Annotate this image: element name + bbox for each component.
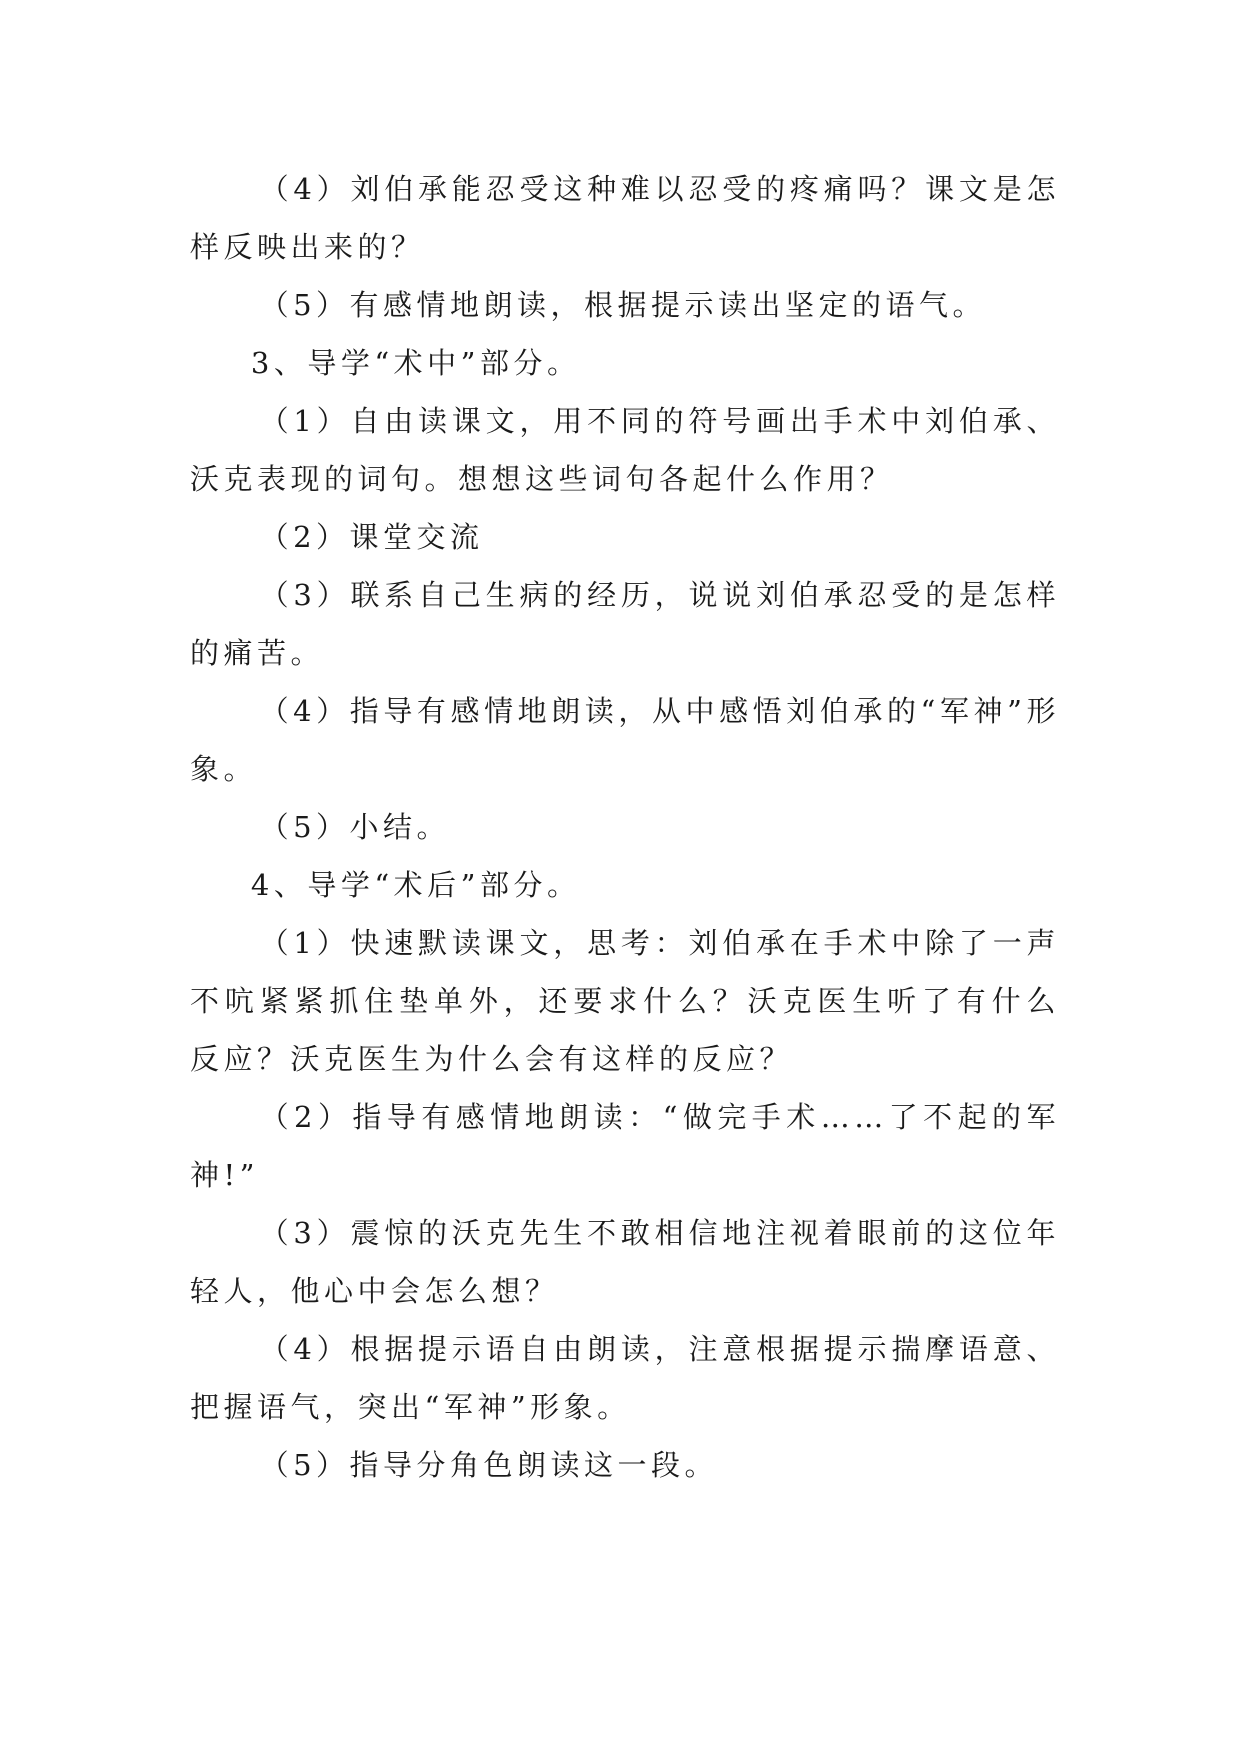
paragraph-step-2-4: （4）刘伯承能忍受这种难以忍受的疼痛吗？课文是怎样反映出来的？ bbox=[190, 172, 1060, 264]
paragraph-step-3-3: （3）联系自己生病的经历，说说刘伯承忍受的是怎样的痛苦。 bbox=[190, 578, 1060, 670]
section-heading-3: 3、导学“术中”部分。 bbox=[250, 346, 581, 380]
paragraph-step-3-2: （2）课堂交流 bbox=[259, 520, 484, 554]
paragraph-step-4-1: （1）快速默读课文，思考：刘伯承在手术中除了一声不吭紧紧抓住垫单外，还要求什么？沃克医生听了有什么反应？沃克医生为什么会有这样的反应？ bbox=[190, 926, 1060, 1076]
paragraph-step-4-5: （5）指导分角色朗读这一段。 bbox=[259, 1448, 719, 1482]
paragraph-step-4-2: （2）指导有感情地朗读：“做完手术……了不起的军神!” bbox=[190, 1100, 1060, 1192]
paragraph-step-4-4: （4）根据提示语自由朗读，注意根据提示揣摩语意、把握语气，突出“军神”形象。 bbox=[190, 1332, 1060, 1424]
paragraph-step-3-4: （4）指导有感情地朗读，从中感悟刘伯承的“军神”形象。 bbox=[190, 694, 1060, 786]
paragraph-step-2-5: （5）有感情地朗读，根据提示读出坚定的语气。 bbox=[259, 288, 987, 322]
paragraph-step-3-5: （5）小结。 bbox=[259, 810, 451, 844]
document-body bbox=[190, 160, 1060, 1494]
section-heading-4: 4、导学“术后”部分。 bbox=[250, 868, 581, 902]
paragraph-step-3-1: （1）自由读课文，用不同的符号画出手术中刘伯承、沃克表现的词句。想想这些词句各起什么作用？ bbox=[190, 404, 1060, 496]
paragraph-step-4-3: （3）震惊的沃克先生不敢相信地注视着眼前的这位年轻人，他心中会怎么想？ bbox=[190, 1216, 1060, 1308]
